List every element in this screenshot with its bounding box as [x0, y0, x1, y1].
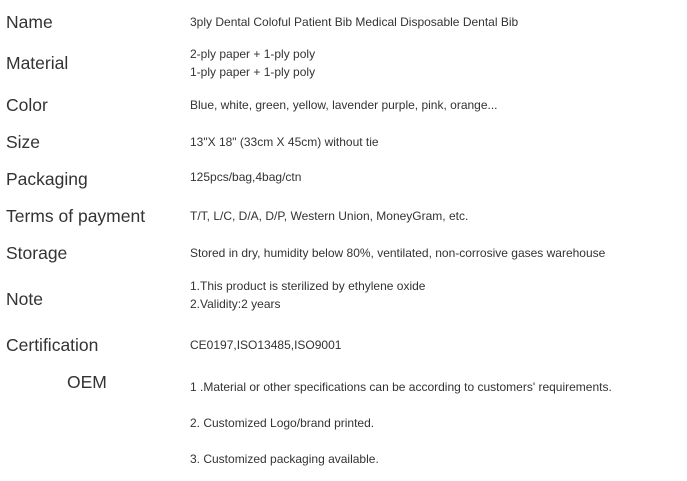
- spec-value: [190, 168, 301, 186]
- spec-label: Packaging: [6, 169, 88, 189]
- spec-value: [190, 207, 468, 225]
- spec-value: [190, 45, 315, 81]
- spec-label: Color: [6, 95, 48, 115]
- spec-label: Certification: [6, 335, 99, 355]
- spec-value-line: 2. Customized Logo/brand printed.: [190, 416, 375, 430]
- spec-value-line: 1.This product is sterilized by ethylene oxide: [190, 279, 426, 293]
- spec-value: [190, 133, 379, 151]
- spec-label: Note: [6, 289, 43, 309]
- spec-label: Storage: [6, 243, 68, 263]
- spec-label: Size: [6, 132, 41, 152]
- spec-value-line: 3ply Dental Coloful Patient Bib Medical Disposable Dental Bib: [190, 15, 519, 29]
- spec-value: [190, 369, 612, 477]
- spec-value-line: 2-ply paper + 1-ply poly: [190, 47, 316, 61]
- spec-value: [190, 96, 498, 114]
- spec-value: [190, 336, 341, 354]
- spec-value-line: CE0197,ISO13485,ISO9001: [190, 338, 342, 352]
- spec-value: [190, 244, 605, 262]
- spec-value-line: Blue, white, green, yellow, lavender purple, pink, orange...: [190, 98, 498, 112]
- spec-value-line: 2.Validity:2 years: [190, 297, 281, 311]
- spec-value-line: T/T, L/C, D/A, D/P, Western Union, MoneyGram, etc.: [190, 209, 469, 223]
- spec-value-line: 125pcs/bag,4bag/ctn: [190, 170, 302, 184]
- spec-value-line: 3. Customized packaging available.: [190, 452, 379, 466]
- spec-value-line: 1-ply paper + 1-ply poly: [190, 65, 316, 79]
- spec-label: Material: [6, 53, 69, 73]
- spec-value: [190, 277, 425, 313]
- spec-value-line: Stored in dry, humidity below 80%, ventilated, non-corrosive gases warehouse: [190, 246, 606, 260]
- spec-label: Name: [6, 12, 53, 32]
- spec-value: [190, 13, 518, 31]
- spec-value-line: 13"X 18" (33cm X 45cm) without tie: [190, 135, 379, 149]
- spec-label: OEM: [67, 372, 107, 392]
- spec-value-line: 1 .Material or other specifications can be according to customers' requirements.: [190, 380, 612, 394]
- spec-label: Terms of payment: [6, 206, 146, 226]
